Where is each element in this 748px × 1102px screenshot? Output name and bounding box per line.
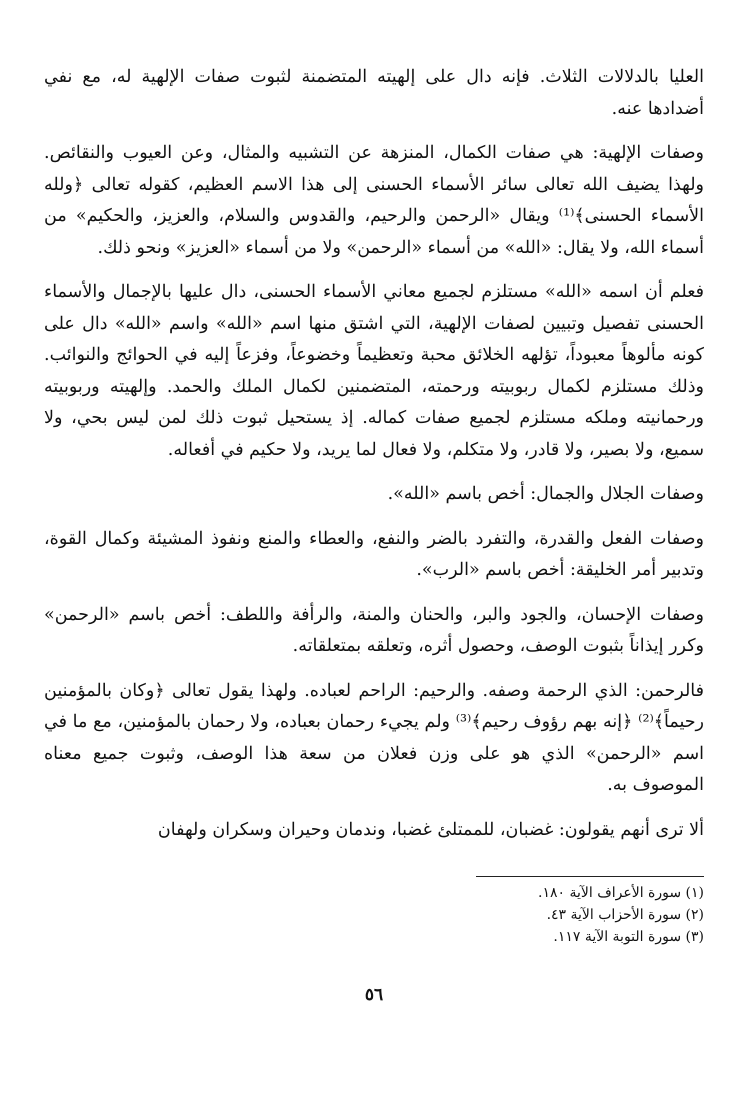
footnote-3: (٣) سورة التوبة الآية ١١٧. [553,929,704,945]
paragraph-3: فعلم أن اسمه «الله» مستلزم لجميع معاني الأسماء الحسنى، دال عليها بالإجمال والأسماء الحسنى تفصيل وتبيين لصفات الإلهية، التي اشتق منها اسم «الله» واسم «الله» دال على كونه مألوهاً معبوداً، تؤلهه الخلائق محبة وتعظيماً وخضوعاً، وفزعاً إليه في الحوائج والنوائب. وذلك مستلزم لكمال ربوبيته ورحمته، المتضمنين لكمال الملك والحمد. وإلهيته وربوبيته ورحمانيته وملكه مستلزم لجميع صفات كماله. إذ يستحيل ثبوت ذلك لمن ليس بحي، ولا سميع، ولا بصير، ولا قادر، ولا متكلم، ولا فعال لما يريد، ولا حكيم في أفعاله. [44,282,704,460]
main-text [44,62,704,846]
paragraph-8: ألا ترى أنهم يقولون: غضبان، للممتلئ غضبا، وندمان وحيران وسكران ولهفان [157,819,704,840]
paragraph-1: العليا بالدلالات الثلاث. فإنه دال على إلهيته المتضمنة لثبوت صفات الإلهية له، مع نفي أضدادها عنه. [44,67,704,119]
paragraph-6: وصفات الإحسان، والجود والبر، والحنان والمنة، والرأفة واللطف: أخص باسم «الرحمن» وكرر إيذاناً بثبوت الوصف، وحصول أثره، وتعلقه بمتعلقاته. [44,604,704,656]
paragraph-2: وصفات الإلهية: هي صفات الكمال، المنزهة عن التشبيه والمثال، وعن العيوب والنقائص. ولهذا يضيف الله تعالى سائر الأسماء الحسنى إلى هذا الاسم العظيم، كقوله تعالى ﴿ولله الأسماء الحسنى﴾⁽¹⁾ ويقال «الرحمن والرحيم، والقدوس والسلام، والعزيز، والحكيم» من أسماء الله، ولا يقال: «الله» من أسماء «الرحمن» ولا من أسماء «العزيز» ونحو ذلك. [44,143,704,258]
page-number: ٥٦ [364,985,384,1005]
footnote-divider [476,876,704,877]
footnote-1: (١) سورة الأعراف الآية ١٨٠. [538,885,704,901]
paragraph-7: فالرحمن: الذي الرحمة وصفه. والرحيم: الراحم لعباده. ولهذا يقول تعالى ﴿وكان بالمؤمنين رحيماً﴾⁽²⁾ ﴿إنه بهم رؤوف رحيم﴾⁽³⁾ ولم يجيء رحمان بعباده، ولا رحمان بالمؤمنين، مع ما في اسم «الرحمن» الذي هو على وزن فعلان من سعة هذا الوصف، وثبوت جميع معناه الموصوف به. [44,680,705,795]
paragraph-4: وصفات الجلال والجمال: أخص باسم «الله». [387,484,704,504]
footnotes [404,882,704,948]
paragraph-5: وصفات الفعل والقدرة، والتفرد بالضر والنفع، والعطاء والمنع ونفوذ المشيئة وكمال القوة، وتدبير أمر الخليقة: أخص باسم «الرب». [44,528,704,580]
footnote-2: (٢) سورة الأحزاب الآية ٤٣. [546,907,704,923]
